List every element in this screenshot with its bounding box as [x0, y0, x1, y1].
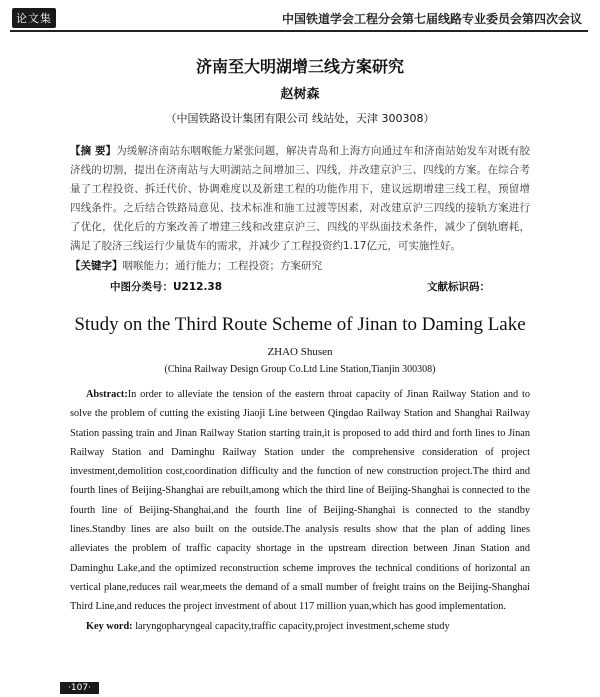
running-header [10, 8, 588, 32]
english-abstract-label: Abstract: [86, 389, 128, 400]
english-keywords-text: laryngopharyngeal capacity,traffic capacity,project investment,scheme study [132, 620, 450, 632]
chinese-affiliation: （中国铁路设计集团有限公司 线站处，天津 300308） [165, 112, 435, 125]
english-keywords [70, 621, 530, 632]
chinese-abstract [70, 142, 530, 256]
chinese-author: 赵树森 [280, 87, 320, 102]
english-keywords-label: Key word: [86, 620, 133, 632]
chinese-keywords-text: 咽喉能力；通行能力；工程投资；方案研究 [122, 260, 322, 272]
chinese-keywords [70, 258, 530, 273]
chinese-keywords-label: 【关键字】 [70, 260, 123, 272]
chinese-title: 济南至大明湖增三线方案研究 [195, 57, 404, 76]
conference-title: 中国铁道学会工程分会第七届线路专业委员会第四次会议 [281, 12, 582, 26]
english-title: Study on the Third Route Scheme of Jinan to Daming Lake [74, 314, 526, 335]
english-author: ZHAO Shusen [267, 346, 333, 358]
chinese-abstract-text: 为缓解济南站东咽喉能力紧张问题，解决青岛和上海方向通过车和济南站始发车对既有胶济线的切割，提出在济南站与大明湖站之间增加三、四线，并改建京沪三、四线的方案。在综合考量了工程投资、拆迁代价、协调难度以及新建工程的功能作用下，建议远期增建三线工程，预留增四线条件。之后结合铁路局意见、技术标准和施工过渡等因素，对改建京沪三四线的接轨方案进行了优化，优化后的方案改善了增建三线和改建京沪三、四线的平纵面技术条件，减少了倒轨磨耗，满足了胶济三线运行少量货车的需求，并减少了工程投资约1.17亿元，可实施性好。 [70, 145, 530, 252]
document-code: 文献标识码： [427, 281, 490, 293]
chinese-abstract-label: 【摘 要】 [70, 145, 117, 157]
classification-row [70, 279, 530, 294]
page-number: ·107· [60, 682, 99, 694]
english-abstract [70, 385, 530, 617]
english-affiliation: (China Railway Design Group Co.Ltd Line Station,Tianjin 300308) [164, 364, 436, 375]
article-body [70, 40, 530, 632]
english-abstract-text: In order to alleviate the tension of the eastern throat capacity of Jinan Railway Station and to solve the problem of cutting the existing Jiaoji Line between Qingdao Railway Station and Shanghai Railway Station passing train and Jinan Railway Station starting train,it is proposed to add third and forth lines to Jinan Railway Station and Daminghu Railway Station under the comprehensive consideration of project investment,demolition cost,coordination difficulty and the function of new construction project.The third and fourth lines of Beijing-Shanghai are rebuilt,among which the third line of Beijing-Shanghai is connected to the fourth line of Beijing-Shanghai,and the fourth line of Beijing-Shanghai is connected to the standby lines.Standby lines are also built on the outside.The analysis results show that the plan of adding lines alleviates the problem of traffic capacity shortage in the upstream direction between Jinan Station and Daminghu Lake,and the optimized reconstruction scheme improves the technical conditions of horizontal an vertical plane,reduces rail wear,meets the demand of a small number of freight trains on the Beijing-Shanghai Third Line,and reduces the project investment of about 117 million yuan,which has good implementation. [70, 389, 530, 613]
class-number: 中图分类号：U212.38 [110, 281, 223, 293]
proceedings-badge: 论文集 [12, 8, 56, 28]
